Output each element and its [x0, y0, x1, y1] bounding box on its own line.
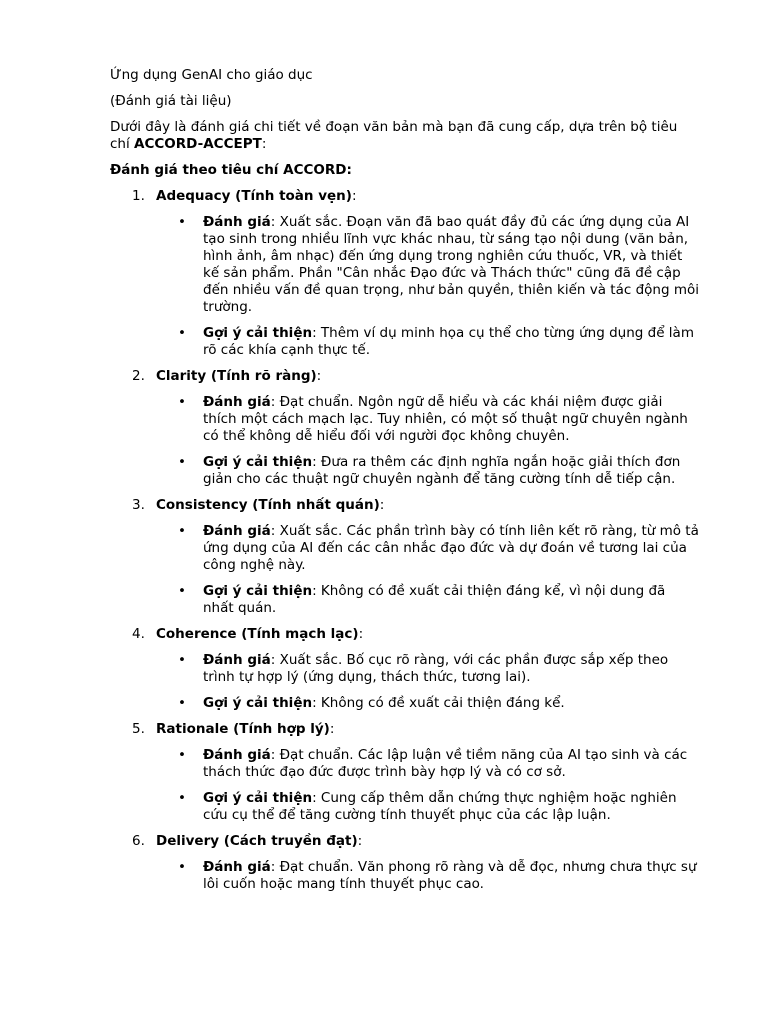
intro-lead: Dưới đây là đánh giá chi tiết về đoạn văn bản mà bạn đã cung cấp, dựa trên bộ tiêu chí: [110, 119, 678, 152]
bullet-item: [156, 695, 700, 712]
criterion-title: [156, 833, 700, 850]
bullet-label: Đánh giá: [203, 523, 271, 539]
criterion-title: [156, 188, 700, 205]
criterion-number: 2.: [132, 368, 145, 384]
criterion-title: [156, 721, 700, 738]
criterion-title-colon: :: [357, 833, 363, 849]
criterion-bullets: [156, 214, 700, 359]
bullet-text: : Xuất sắc. Bố cục rõ ràng, với các phần được sắp xếp theo trình tự hợp lý (ứng dụng, thách thức, tương lai).: [203, 652, 669, 685]
bullet-dot-icon: •: [178, 695, 186, 711]
criterion-title-text: Delivery (Cách truyền đạt): [156, 833, 358, 849]
bullet-item: [156, 859, 700, 893]
bullet-dot-icon: •: [178, 214, 186, 230]
intro-bold-term: ACCORD-ACCEPT: [134, 136, 262, 152]
criterion-bullets: [156, 652, 700, 712]
bullet-text: : Xuất sắc. Đoạn văn đã bao quát đầy đủ các ứng dụng của AI tạo sinh trong nhiều lĩnh vực khác nhau, từ sáng tạo nội dung (văn bản, hình ảnh, âm nhạc) đến ứng dụng trong nghiên cứu thuốc, VR, và thiết kế sản phẩm. Phần "Cân nhắc Đạo đức và Thách thức" cũng đã đề cập đến nhiều vấn đề quan trọng, như bản quyền, thiên kiến và tác động môi trường.: [203, 214, 699, 315]
bullet-text: : Cung cấp thêm dẫn chứng thực nghiệm hoặc nghiên cứu cụ thể để tăng cường tính thuyết phục của các lập luận.: [203, 790, 677, 823]
criterion-number: 4.: [132, 626, 145, 642]
bullet-dot-icon: •: [178, 747, 186, 763]
criterion-title-text: Rationale (Tính hợp lý): [156, 721, 330, 737]
criterion-item: [110, 833, 700, 893]
document-subtitle: (Đánh giá tài liệu): [110, 93, 232, 109]
bullet-label: Đánh giá: [203, 214, 271, 230]
criterion-item: [110, 721, 700, 824]
criterion-item: [110, 188, 700, 359]
bullet-label: Gợi ý cải thiện: [203, 790, 313, 806]
bullet-dot-icon: •: [178, 394, 186, 410]
criterion-item: [110, 626, 700, 712]
bullet-dot-icon: •: [178, 454, 186, 470]
bullet-label: Đánh giá: [203, 652, 271, 668]
criterion-number: 6.: [132, 833, 145, 849]
criteria-list: [110, 188, 700, 893]
bullet-item: [156, 523, 700, 574]
bullet-item: [156, 790, 700, 824]
criterion-bullets: [156, 523, 700, 617]
bullet-text: : Không có đề xuất cải thiện đáng kể.: [312, 695, 565, 711]
bullet-item: [156, 583, 700, 617]
criterion-title-text: Clarity (Tính rõ ràng): [156, 368, 317, 384]
bullet-item: [156, 325, 700, 359]
intro-paragraph: [110, 119, 700, 153]
criterion-title-colon: :: [351, 188, 357, 204]
criterion-title: [156, 368, 700, 385]
bullet-dot-icon: •: [178, 325, 186, 341]
bullet-text: : Đạt chuẩn. Văn phong rõ ràng và dễ đọc, nhưng chưa thực sự lôi cuốn hoặc mang tính thuyết phục cao.: [203, 859, 697, 892]
document-title: Ứng dụng GenAI cho giáo dục: [110, 67, 313, 83]
criterion-title-colon: :: [316, 368, 322, 384]
criterion-title-colon: :: [329, 721, 335, 737]
bullet-label: Gợi ý cải thiện: [203, 325, 313, 341]
bullet-text: : Đạt chuẩn. Ngôn ngữ dễ hiểu và các khái niệm được giải thích một cách mạch lạc. Tuy nhiên, có một số thuật ngữ chuyên ngành có thể không dễ hiểu đối với người đọc không chuyên.: [203, 394, 688, 444]
criterion-item: [110, 497, 700, 617]
bullet-label: Gợi ý cải thiện: [203, 695, 313, 711]
document-page: [110, 67, 700, 902]
bullet-dot-icon: •: [178, 523, 186, 539]
bullet-item: [156, 454, 700, 488]
bullet-text: : Không có đề xuất cải thiện đáng kể, vì nội dung đã nhất quán.: [203, 583, 666, 616]
bullet-label: Đánh giá: [203, 859, 271, 875]
criterion-number: 5.: [132, 721, 145, 737]
criterion-title-text: Consistency (Tính nhất quán): [156, 497, 380, 513]
bullet-item: [156, 652, 700, 686]
bullet-label: Đánh giá: [203, 747, 271, 763]
criterion-title-text: Coherence (Tính mạch lạc): [156, 626, 359, 642]
bullet-item: [156, 214, 700, 316]
bullet-label: Gợi ý cải thiện: [203, 583, 313, 599]
criterion-title: [156, 626, 700, 643]
bullet-label: Đánh giá: [203, 394, 271, 410]
bullet-dot-icon: •: [178, 583, 186, 599]
criterion-item: [110, 368, 700, 488]
criterion-number: 3.: [132, 497, 145, 513]
bullet-text: : Đạt chuẩn. Các lập luận về tiềm năng của AI tạo sinh và các thách thức đạo đức được trình bày hợp lý và có cơ sở.: [203, 747, 688, 780]
criterion-number: 1.: [132, 188, 145, 204]
bullet-text: : Xuất sắc. Các phần trình bày có tính liên kết rõ ràng, từ mô tả ứng dụng của AI đến các cân nhắc đạo đức và dự đoán về tương lai của công nghệ này.: [203, 523, 699, 573]
bullet-item: [156, 747, 700, 781]
criterion-title: [156, 497, 700, 514]
section-heading: Đánh giá theo tiêu chí ACCORD:: [110, 162, 352, 178]
bullet-label: Gợi ý cải thiện: [203, 454, 313, 470]
criterion-title-colon: :: [379, 497, 385, 513]
bullet-dot-icon: •: [178, 652, 186, 668]
bullet-text: : Thêm ví dụ minh họa cụ thể cho từng ứng dụng để làm rõ các khía cạnh thực tế.: [203, 325, 694, 358]
criterion-title-colon: :: [358, 626, 364, 642]
bullet-text: : Đưa ra thêm các định nghĩa ngắn hoặc giải thích đơn giản cho các thuật ngữ chuyên ngành để tăng cường tính dễ tiếp cận.: [203, 454, 681, 487]
criterion-title-text: Adequacy (Tính toàn vẹn): [156, 188, 352, 204]
criterion-bullets: [156, 747, 700, 824]
bullet-item: [156, 394, 700, 445]
criterion-bullets: [156, 859, 700, 893]
intro-tail: :: [261, 136, 267, 152]
bullet-dot-icon: •: [178, 859, 186, 875]
criterion-bullets: [156, 394, 700, 488]
bullet-dot-icon: •: [178, 790, 186, 806]
